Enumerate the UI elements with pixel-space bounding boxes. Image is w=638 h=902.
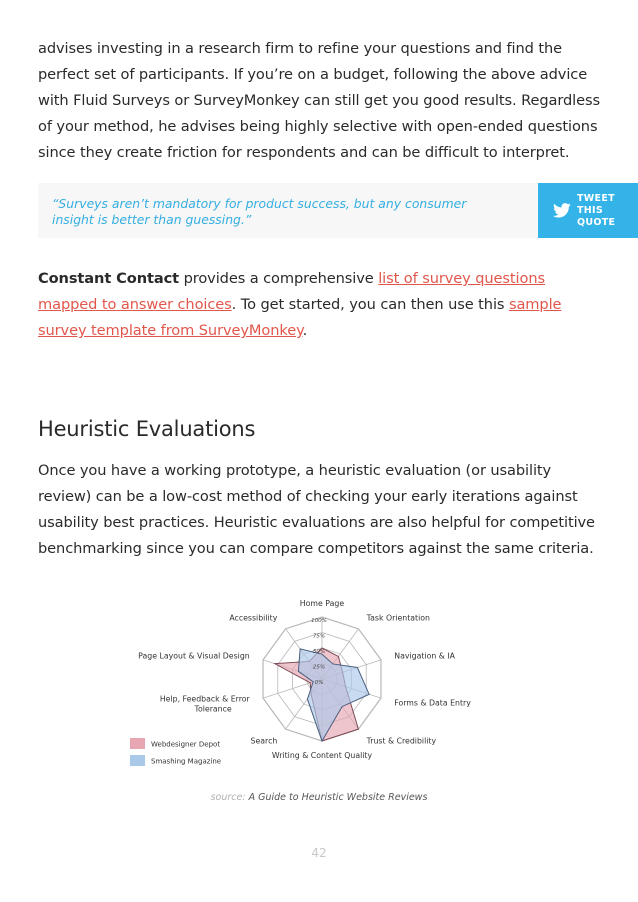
- legend-swatch: [130, 755, 145, 766]
- radar-tick-label: 50%: [312, 649, 326, 655]
- tweet-quote-button[interactable]: [538, 183, 638, 238]
- constant-contact-paragraph: [38, 266, 603, 344]
- radar-axis-label: Writing & Content Quality: [271, 751, 373, 760]
- intro-paragraph: advises investing in a research firm to refine your questions and find the perfect set of participants. If you’re on a budget, following the above advice with Fluid Surveys or SurveyMonkey can still get you good results. Regardless of your method, he advises being highly selective with open-ended questions since they create friction for respondents and can be difficult to interpret.: [38, 40, 600, 161]
- radar-axis-label: Home Page: [299, 599, 345, 608]
- caption-source-label: source:: [210, 792, 246, 803]
- radar-axis-label: Page Layout & Visual Design: [138, 651, 250, 661]
- twitter-bird-icon: [553, 203, 571, 218]
- pull-quote: [38, 183, 638, 238]
- quote-text: “Surveys aren’t mandatory for product success, but any consumer insight is better than guessing.”: [52, 196, 467, 227]
- radar-axis-label: Search: [250, 736, 278, 746]
- radar-axis-label: Trust & Credibility: [366, 736, 437, 746]
- survey-questions-link[interactable]: list of survey questions mapped to answer choices: [38, 270, 545, 313]
- caption-title: A Guide to Heuristic Website Reviews: [248, 792, 428, 803]
- legend-label: Smashing Magazine: [151, 757, 222, 766]
- radar-axis-label: Forms & Data Entry: [394, 698, 471, 708]
- radar-tick-label: 0%: [314, 680, 324, 686]
- cc-text-2: . To get started, you can then use this: [231, 296, 509, 313]
- radar-axis-label: Accessibility: [229, 613, 278, 623]
- survey-template-link[interactable]: sample survey template from SurveyMonkey: [38, 296, 562, 339]
- section-heading: Heuristic Evaluations: [38, 417, 256, 441]
- radar-chart: [120, 580, 500, 780]
- page-number: 42: [311, 846, 327, 860]
- legend-swatch: [130, 738, 145, 749]
- heuristic-paragraph: Once you have a working prototype, a heuristic evaluation (or usability review) can be a low-cost method of checking your early iterations against usability best practices. Heuristic evaluations are also helpful for competitive benchmarking since you can compare competitors against the same criteria.: [38, 462, 595, 557]
- figure-caption: [0, 792, 638, 803]
- cc-text-1: provides a comprehensive: [179, 270, 379, 287]
- radar-tick-label: 75%: [312, 633, 326, 640]
- tweet-quote-label: TWEET THIS QUOTE: [577, 192, 616, 228]
- legend-label: Webdesigner Depot: [151, 740, 221, 749]
- cc-text-3: .: [302, 322, 308, 339]
- radar-axis-label: Task Orientation: [366, 613, 430, 623]
- radar-axis-label: Navigation & IA: [394, 651, 456, 661]
- radar-tick-label: 100%: [311, 618, 327, 624]
- radar-axis-label: Help, Feedback & Error Tolerance: [159, 694, 250, 714]
- constant-contact-name: Constant Contact: [38, 270, 180, 287]
- radar-tick-label: 25%: [312, 664, 326, 671]
